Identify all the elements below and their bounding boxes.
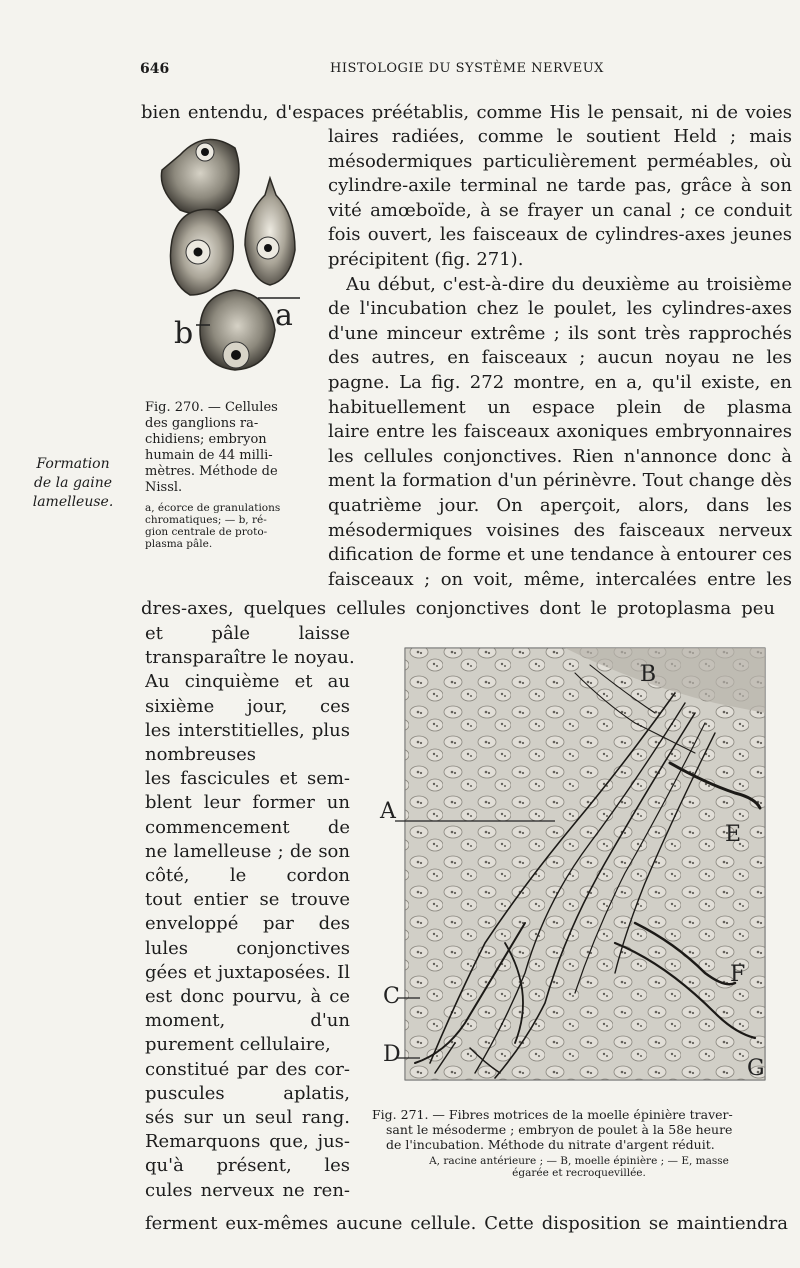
body-line: les cellules conjonctives. Rien n'annonce donc à [328, 445, 792, 467]
legend-line: gion centrale de proto- [145, 526, 268, 538]
caption-line: Fig. 271. — Fibres motrices de la moelle épinière traver- [372, 1107, 733, 1122]
body-line: faisceaux ; on voit, même, intercalées entre les [328, 568, 792, 590]
body-line: Remarquons que, jus- [145, 1131, 350, 1153]
legend-line: A, racine antérieure ; — B, moelle épinière ; — E, masse [429, 1155, 729, 1167]
body-line: qu'à présent, les [145, 1155, 350, 1177]
body-line: côté, le cordon [145, 865, 350, 886]
body-line: lules conjonctives [145, 937, 350, 959]
caption-line: humain de 44 milli- [145, 448, 273, 463]
legend-line: égarée et recroquevillée. [512, 1167, 646, 1179]
margin-note-line: Formation [36, 456, 110, 472]
body-line: pagne. La fig. 272 montre, en a, qu'il existe, en [328, 372, 792, 393]
body-line: bien entendu, d'espaces préétablis, comme His le pensait, ni de voies [141, 102, 792, 123]
fig271-label-F: F [730, 962, 746, 987]
fig271-label-G: G [747, 1056, 765, 1081]
body-line: blent leur former un [145, 792, 350, 814]
body-line: sixième jour, ces [145, 695, 350, 717]
ganglion-cell [245, 178, 295, 285]
body-line: commencement de [145, 816, 350, 838]
fig271-label-A: A [380, 799, 396, 824]
body-line: laire entre les faisceaux axoniques embryonnaires [328, 421, 792, 443]
body-line: mésodermiques particulièrement perméables, où [328, 150, 792, 172]
body-line: habituellement un espace plein de plasma [328, 396, 792, 418]
body-line: constitué par des cor- [145, 1058, 350, 1080]
ganglion-cell [161, 139, 239, 214]
body-line: purement cellulaire, [145, 1034, 331, 1056]
figure-271-caption [372, 1107, 786, 1179]
body-line: laires radiées, comme le soutient Held ; mais [328, 126, 792, 147]
body-line: dres-axes, quelques cellules conjonctives dont le protoplasma peu [141, 598, 775, 619]
legend-line: chromatiques; — b, ré- [145, 514, 267, 526]
body-line: les fascicules et sem- [145, 768, 350, 790]
body-line: Au début, c'est-à-dire du deuxième au troisième [346, 273, 792, 295]
caption-line: sant le mésoderme ; embryon de poulet à la 58e heure [386, 1122, 733, 1137]
fig270-label-a: a [275, 298, 293, 333]
body-line: nombreuses [145, 744, 256, 765]
body-line: puscules aplatis, [145, 1082, 350, 1104]
body-line: quatrième jour. On aperçoit, alors, dans les [328, 495, 792, 516]
body-line: vité amœboïde, à se frayer un canal ; ce conduit [328, 199, 792, 221]
body-line: Au cinquième et au [145, 671, 350, 693]
caption-line: mètres. Méthode de [145, 464, 278, 479]
margin-note-line: de la gaine [33, 475, 113, 491]
fig271-label-C: C [383, 984, 400, 1009]
body-line: fois ouvert, les faisceaux de cylindres-axes jeunes [328, 224, 792, 246]
legend-line: plasma pâle. [145, 538, 213, 550]
body-line: dification de forme et une tendance à entourer ces [328, 544, 792, 566]
body-line: et pâle laisse [145, 623, 350, 644]
page-number: 646 [140, 61, 170, 77]
body-line: de l'incubation chez le poulet, les cylindres-axes [328, 298, 792, 320]
caption-line: de l'incubation. Méthode du nitrate d'argent réduit. [386, 1137, 715, 1152]
margin-note [18, 455, 128, 512]
body-line: précipitent (fig. 271). [328, 249, 524, 270]
body-line: est donc pourvu, à ce [145, 986, 350, 1007]
body-line: ne lamelleuse ; de son [145, 840, 350, 862]
body-line: cules nerveux ne ren- [145, 1179, 350, 1201]
body-line: moment, d'un [145, 1010, 350, 1032]
body-line: tout entier se trouve [145, 889, 350, 911]
fig271-label-E: E [725, 822, 742, 847]
caption-line: Fig. 270. — Cellules [145, 400, 278, 415]
body-line: mésodermiques voisines des faisceaux nerveux [328, 519, 792, 541]
body-line: les interstitielles, plus [145, 719, 350, 741]
ganglion-cell [200, 290, 275, 370]
body-line: des autres, en faisceaux ; aucun noyau ne les [328, 347, 792, 369]
figure-271-illustration [375, 643, 795, 1093]
legend-line: a, écorce de granulations [145, 502, 281, 514]
figure-270-illustration [150, 130, 320, 375]
running-title: HISTOLOGIE DU SYSTÈME NERVEUX [330, 61, 604, 76]
body-line: transparaître le noyau. [145, 647, 355, 669]
body-line: enveloppé par des [145, 913, 350, 935]
caption-line: Nissl. [145, 480, 183, 495]
body-line: ferment eux-mêmes aucune cellule. Cette disposition se maintiendra [145, 1213, 788, 1234]
body-line: d'une minceur extrême ; ils sont très rapprochés [328, 322, 792, 344]
margin-note-line: lamelleuse. [32, 494, 114, 510]
ganglion-cell [170, 209, 233, 295]
caption-line: des ganglions ra- [145, 416, 259, 431]
fig271-label-B: B [640, 662, 657, 687]
body-line: gées et juxtaposées. Il [145, 961, 350, 983]
fig270-label-b: b [174, 316, 194, 351]
body-line: cylindre-axile terminal ne tarde pas, grâce à son [328, 175, 792, 197]
figure-270-caption [145, 400, 317, 550]
body-line: ment la formation d'un périnèvre. Tout change dès [328, 470, 792, 492]
caption-line: chidiens; embryon [145, 432, 267, 447]
body-line: sés sur un seul rang. [145, 1107, 350, 1128]
fig271-label-D: D [383, 1042, 401, 1067]
